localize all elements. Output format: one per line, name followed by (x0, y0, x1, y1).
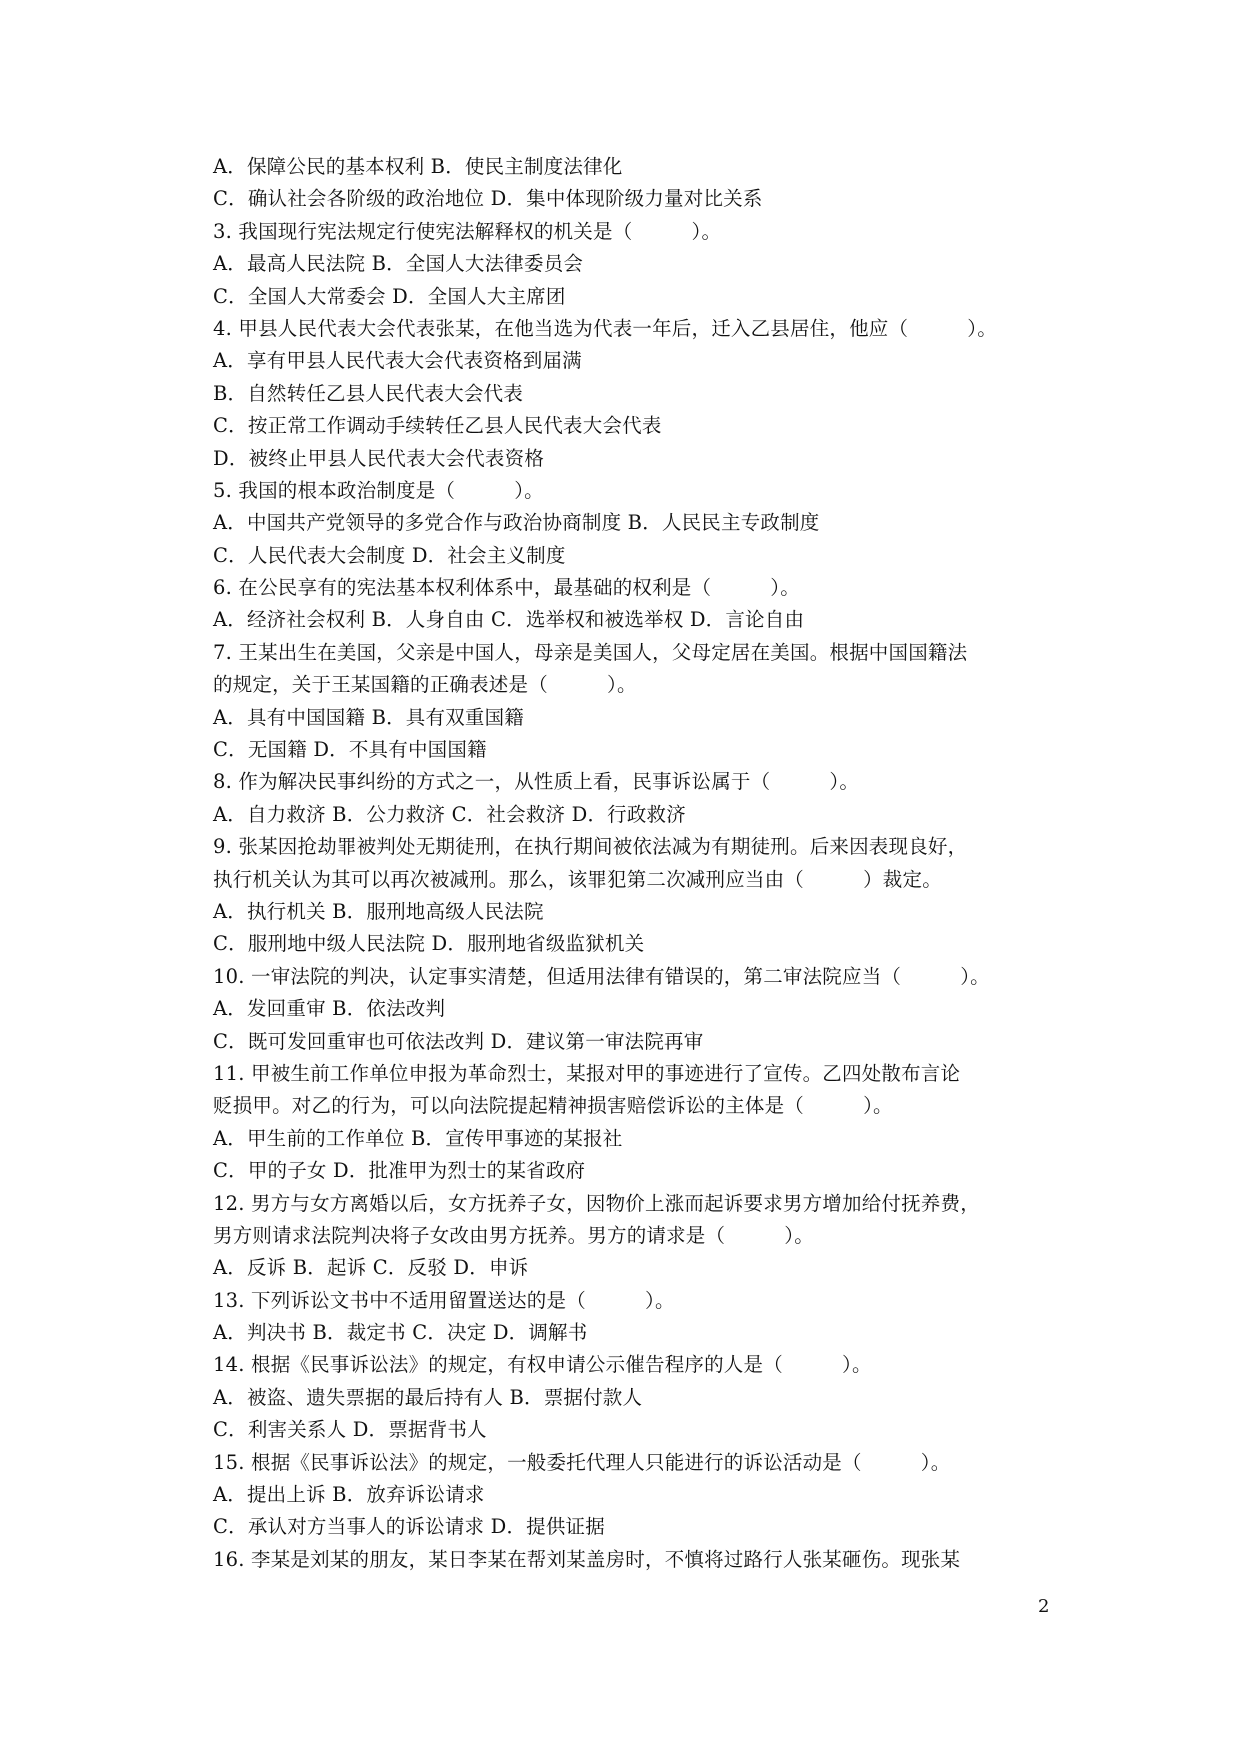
text-line: 8. 作为解决民事纠纷的方式之一，从性质上看，民事诉讼属于（ ）。 (213, 770, 860, 794)
text-line: C．无国籍 D．不具有中国国籍 (213, 738, 487, 762)
text-line: C．承认对方当事人的诉讼请求 D．提供证据 (213, 1515, 605, 1539)
text-line: B．自然转任乙县人民代表大会代表 (213, 381, 524, 405)
text-line: 执行机关认为其可以再次被减刑。那么，该罪犯第二次减刑应当由（ ）裁定。 (213, 867, 942, 891)
text-line: 6. 在公民享有的宪法基本权利体系中，最基础的权利是（ ）。 (213, 576, 800, 600)
text-line: 14. 根据《民事诉讼法》的规定，有权申请公示催告程序的人是（ ）。 (213, 1353, 872, 1377)
text-line: 贬损甲。对乙的行为，可以向法院提起精神损害赔偿诉讼的主体是（ ）。 (213, 1094, 893, 1118)
text-line: A．反诉 B．起诉 C．反驳 D．申诉 (213, 1256, 529, 1280)
text-line: C．确认社会各阶级的政治地位 D．集中体现阶级力量对比关系 (213, 187, 763, 211)
text-line: A．自力救济 B．公力救济 C．社会救济 D．行政救济 (213, 802, 686, 826)
text-line: A．保障公民的基本权利 B．使民主制度法律化 (213, 155, 623, 178)
text-line: 12. 男方与女方离婚以后，女方抚养子女，因物价上涨而起诉要求男方增加给付抚养费， (213, 1191, 980, 1215)
text-line: A．执行机关 B．服刑地高级人民法院 (213, 899, 544, 923)
text-line: A．判决书 B．裁定书 C．决定 D．调解书 (213, 1321, 588, 1345)
text-line: C．人民代表大会制度 D．社会主义制度 (213, 543, 566, 567)
text-line: C．全国人大常委会 D．全国人大主席团 (213, 284, 566, 308)
text-line: 11. 甲被生前工作单位申报为革命烈士，某报对甲的事迹进行了宣传。乙四处散布言论 (213, 1061, 961, 1085)
text-line: A．享有甲县人民代表大会代表资格到届满 (213, 349, 582, 373)
text-line: 15. 根据《民事诉讼法》的规定，一般委托代理人只能进行的诉讼活动是（ ）。 (213, 1450, 951, 1474)
page-number: 2 (1038, 1596, 1050, 1617)
text-line: 男方则请求法院判决将子女改由男方抚养。男方的请求是（ ）。 (213, 1223, 814, 1247)
text-line: A．发回重审 B．依法改判 (213, 997, 446, 1021)
text-line: C．既可发回重审也可依法改判 D．建议第一审法院再审 (213, 1029, 704, 1053)
text-line: D．被终止甲县人民代表大会代表资格 (213, 446, 545, 470)
text-line: C．利害关系人 D．票据背书人 (213, 1418, 487, 1442)
text-line: A．被盗、遗失票据的最后持有人 B．票据付款人 (213, 1385, 643, 1409)
text-line: 3. 我国现行宪法规定行使宪法解释权的机关是（ ）。 (213, 219, 722, 243)
text-line: 16. 李某是刘某的朋友，某日李某在帮刘某盖房时，不慎将过路行人张某砸伤。现张某 (213, 1547, 961, 1571)
text-line: 4. 甲县人民代表大会代表张某，在他当选为代表一年后，迁入乙县居住，他应（ ）。 (213, 316, 997, 340)
text-line: C．甲的子女 D．批准甲为烈士的某省政府 (213, 1159, 586, 1183)
text-line: 5. 我国的根本政治制度是（ ）。 (213, 478, 544, 502)
text-line: A．最高人民法院 B．全国人大法律委员会 (213, 252, 584, 276)
text-line: A．甲生前的工作单位 B．宣传甲事迹的某报社 (213, 1126, 623, 1150)
text-line: A．提出上诉 B．放弃诉讼请求 (213, 1483, 485, 1507)
text-line: 9. 张某因抢劫罪被判处无期徒刑，在执行期间被依法减为有期徒刑。后来因表现良好， (213, 835, 968, 859)
text-line: A．中国共产党领导的多党合作与政治协商制度 B．人民民主专政制度 (213, 511, 820, 535)
page-body (213, 151, 1073, 1576)
text-line: 13. 下列诉讼文书中不适用留置送达的是（ ）。 (213, 1288, 675, 1312)
text-line: C．按正常工作调动手续转任乙县人民代表大会代表 (213, 414, 662, 438)
text-line: A．具有中国国籍 B．具有双重国籍 (213, 705, 525, 729)
text-line: 10. 一审法院的判决，认定事实清楚，但适用法律有错误的，第二审法院应当（ ）。 (213, 964, 990, 988)
text-line: A．经济社会权利 B．人身自由 C．选举权和被选举权 D．言论自由 (213, 608, 805, 632)
text-line: 的规定，关于王某国籍的正确表述是（ ）。 (213, 673, 637, 697)
text-line: 7. 王某出生在美国，父亲是中国人，母亲是美国人，父母定居在美国。根据中国国籍法 (213, 640, 968, 664)
text-line: C．服刑地中级人民法院 D．服刑地省级监狱机关 (213, 932, 645, 956)
